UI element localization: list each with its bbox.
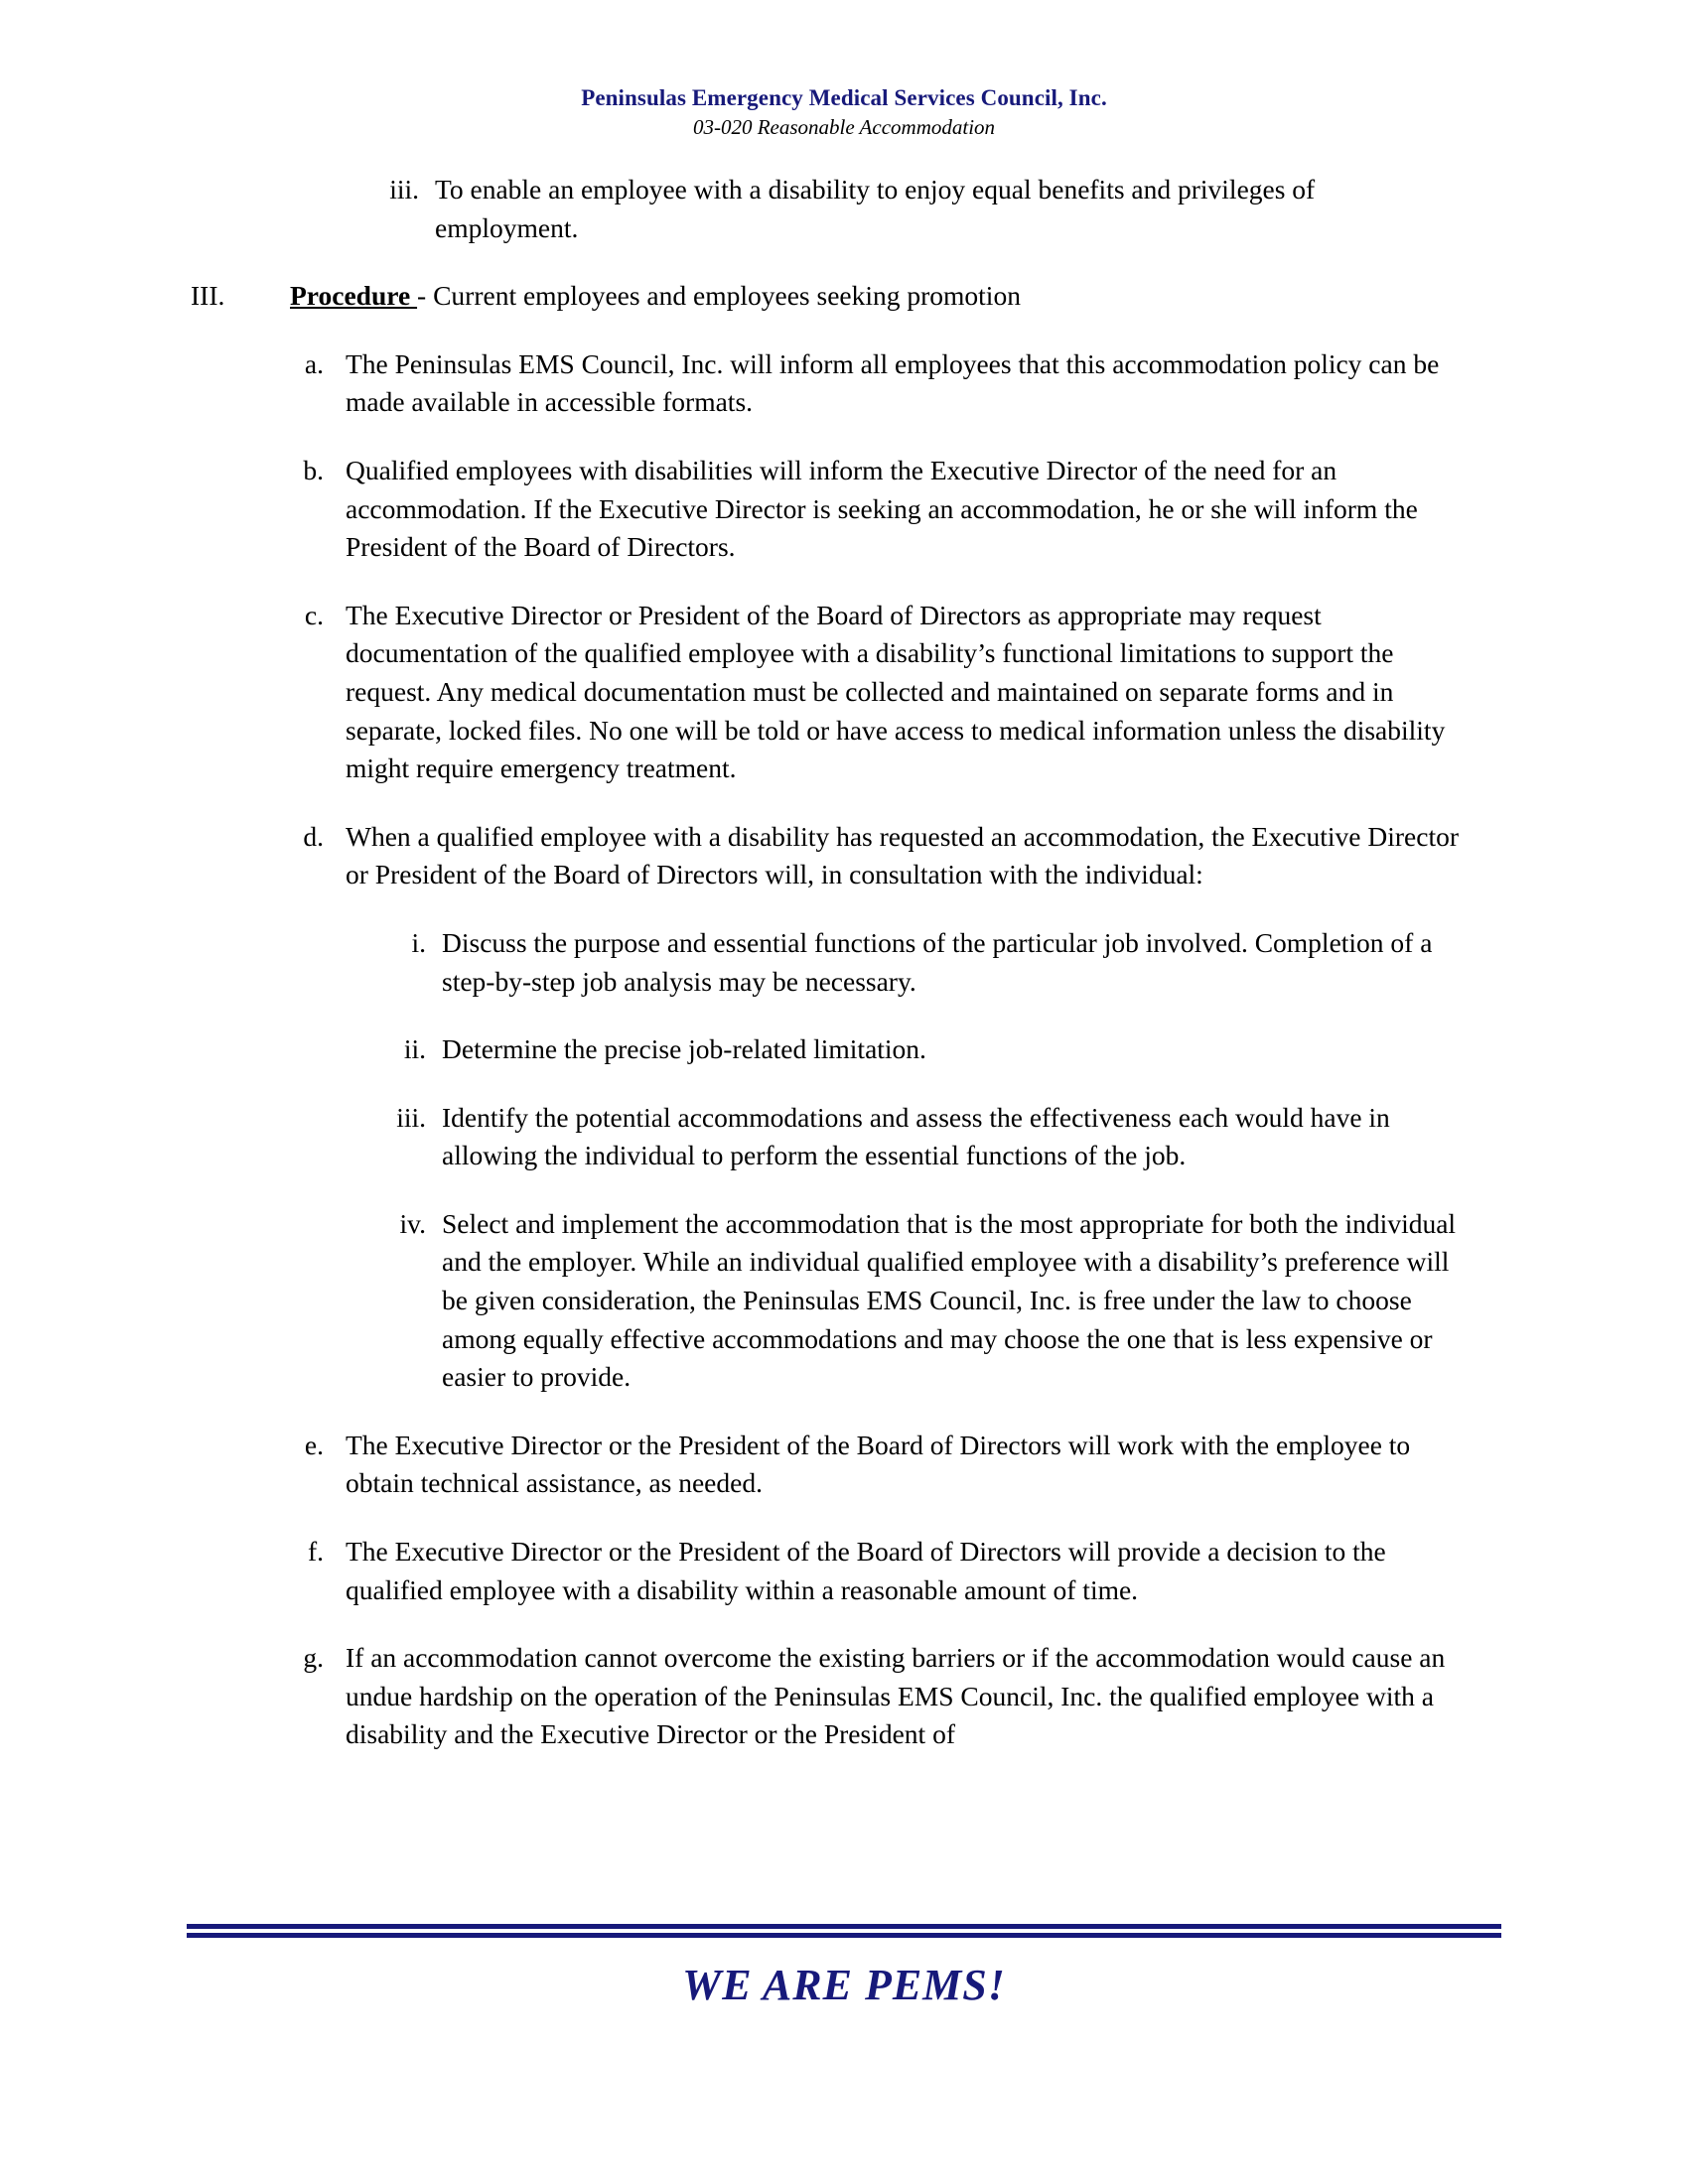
list-item-text: Discuss the purpose and essential functions of the particular job involved. Completion of a step-by-step job analysis may be necessary.: [442, 926, 1433, 997]
list-marker: iv.: [399, 1207, 426, 1239]
list-item-c: [288, 597, 1465, 788]
list-item-f: [288, 1533, 1465, 1609]
list-item-text: If an accommodation cannot overcome the existing barriers or if the accommodation would cause an undue hardship on the operation of the Peninsulas EMS Council, Inc. the qualified employee with a disability and the Executive Director or the President of: [346, 1642, 1446, 1750]
list-item-b: [288, 452, 1465, 567]
list-marker: d.: [303, 820, 324, 852]
footer-divider: [187, 1924, 1501, 1938]
section-marker: III.: [191, 280, 225, 312]
list-item-text: The Peninsulas EMS Council, Inc. will inform all employees that this accommodation policy can be made available in accessible formats.: [346, 347, 1440, 418]
list-item-text: Qualified employees with disabilities will inform the Executive Director of the need for an accommodation. If the Executive Director is seeking an accommodation, he or she will inform the President of the Board of Directors.: [346, 454, 1418, 563]
list-item-d: [288, 818, 1465, 894]
footer-slogan: WE ARE PEMS!: [682, 1961, 1006, 2009]
document-subtitle: 03-020 Reasonable Accommodation: [692, 115, 996, 140]
list-item-g: [288, 1639, 1465, 1754]
list-item-a: [288, 345, 1465, 422]
list-item-text: Select and implement the accommodation that is the most appropriate for both the individual and the employer. While an individual qualified employee with a disability’s preference will be given consideration, the Peninsulas EMS Council, Inc. is free under the law to choose among equally effective accommodations and may choose the one that is less expensive or easier to provide.: [442, 1207, 1457, 1393]
list-item-text: The Executive Director or the President of the Board of Directors will provide a decision to the qualified employee with a disability within a reasonable amount of time.: [346, 1536, 1386, 1605]
list-item-text: The Executive Director or President of the Board of Directors as appropriate may request documentation of the qualified employee with a disability’s functional limitations to support the request. Any medical documentation must be collected and maintained on separate forms and in separate, locked files. No one will be told or have access to medical information unless the disability might require emergency treatment.: [346, 599, 1446, 784]
list-marker: c.: [304, 599, 324, 630]
list-item-text: The Executive Director or the President of the Board of Directors will work with the employee to obtain technical assistance, as needed.: [346, 1429, 1411, 1499]
list-marker: b.: [303, 454, 324, 485]
list-marker: iii.: [389, 174, 419, 205]
document-footer: [187, 1924, 1501, 2010]
list-marker: i.: [411, 926, 426, 958]
sub-list-item-i: [382, 924, 1465, 1001]
list-item-text: Identify the potential accommodations and assess the effectiveness each would have in allowing the individual to perform the essential functions of the job.: [442, 1101, 1390, 1171]
list-marker: a.: [304, 347, 324, 379]
list-item-text: Determine the precise job-related limitation.: [442, 1033, 926, 1065]
section-title: Procedure: [290, 280, 418, 312]
list-marker: iii.: [396, 1101, 426, 1133]
document-header: [0, 85, 1688, 140]
sub-list-item-ii: [382, 1030, 1465, 1069]
list-item-text: To enable an employee with a disability to enjoy equal benefits and privileges of employment.: [435, 174, 1316, 243]
list-item-text: When a qualified employee with a disability has requested an accommodation, the Executive Director or President of the Board of Directors will, in consultation with the individual:: [346, 820, 1459, 890]
sub-list-item-iv: [382, 1205, 1465, 1397]
list-item-e: [288, 1427, 1465, 1503]
section-subtitle: - Current employees and employees seeking promotion: [417, 280, 1021, 312]
list-item-roman-iii: [367, 171, 1458, 247]
list-marker: f.: [307, 1536, 324, 1568]
list-marker: e.: [304, 1429, 324, 1460]
document-body: [0, 171, 1688, 1898]
section-heading-procedure: [191, 277, 1458, 316]
organization-name: Peninsulas Emergency Medical Services Council, Inc.: [581, 85, 1107, 110]
sub-list-item-iii: [382, 1099, 1465, 1175]
list-marker: g.: [303, 1642, 324, 1674]
section-heading-line: [290, 277, 1458, 316]
list-marker: ii.: [403, 1033, 426, 1065]
